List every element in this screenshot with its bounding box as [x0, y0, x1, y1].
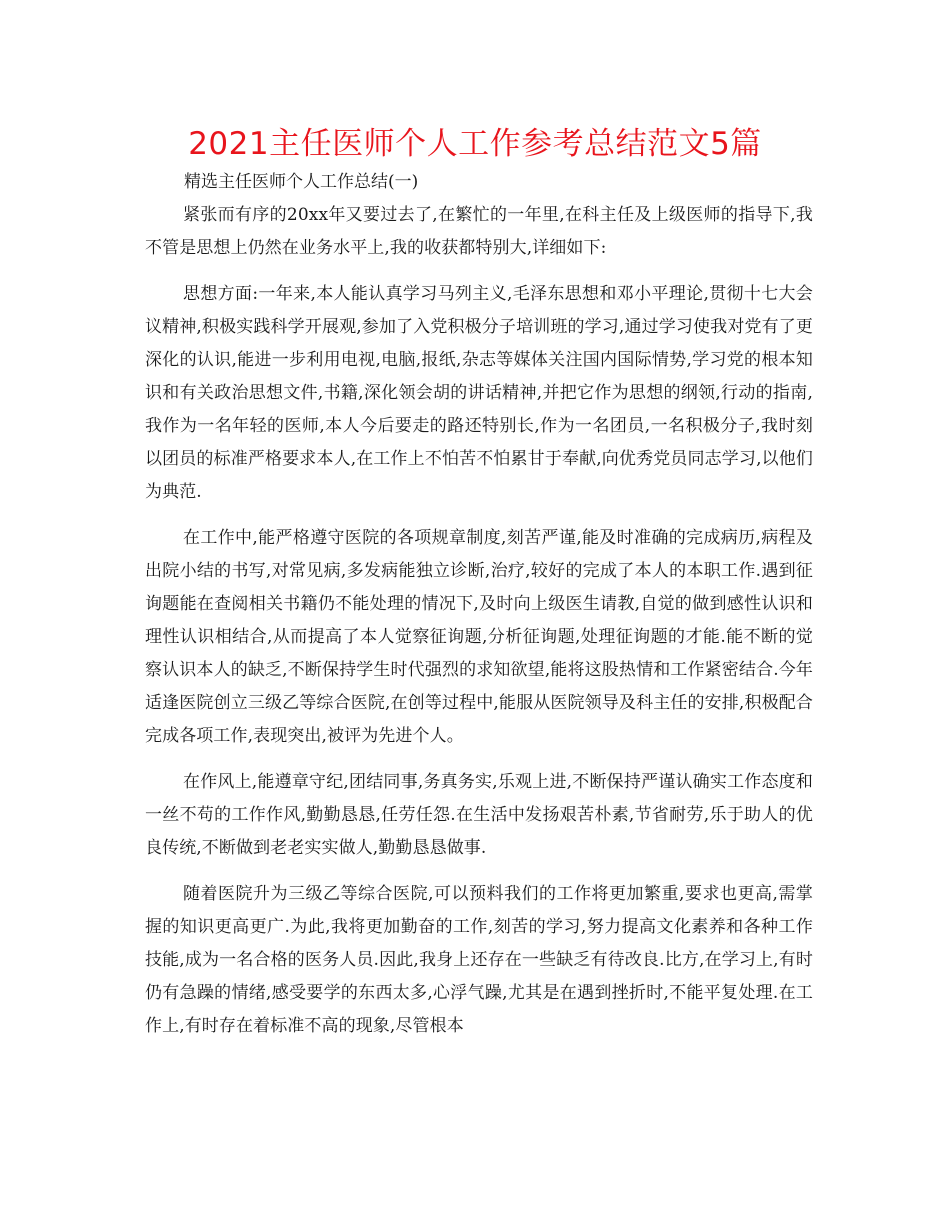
paragraph-thought: 思想方面:一年来,本人能认真学习马列主义,毛泽东思想和邓小平理论,贯彻十七大会议精神,积极实践科学开展观,参加了入党积极分子培训班的学习,通过学习使我对党有了更深化的认识,能进一步利用电视,电脑,报纸,杂志等媒体关注国内国际情势,学习党的根本知识和有关政治思想文件,书籍,深化领会胡的讲话精神,并把它作为思想的纲领,行动的指南,我作为一名年轻的医师,本人今后要走的路还特别长,作为一名团员,一名积极分子,我时刻以团员的标准严格要求本人,在工作上不怕苦不怕累甘于奉献,向优秀党员同志学习,以他们为典范.	[145, 284, 813, 502]
document-title: 2021主任医师个人工作参考总结范文5篇	[188, 126, 762, 162]
paragraph-outlook: 随着医院升为三级乙等综合医院,可以预料我们的工作将更加繁重,要求也更高,需掌握的知识更高更广.为此,我将更加勤奋的工作,刻苦的学习,努力提高文化素养和各种工作技能,成为一名合格的医务人员.因此,我身上还存在一些缺乏有待改良.比方,在学习上,有时仍有急躁的情绪,感受要学的东西太多,心浮气躁,尤其是在遇到挫折时,不能平复处理.在工作上,有时存在着标准不高的现象,尽管根本	[145, 884, 813, 1036]
paragraph-intro: 紧张而有序的20xx年又要过去了,在繁忙的一年里,在科主任及上级医师的指导下,我不管是思想上仍然在业务水平上,我的收获都特别大,详细如下:	[145, 205, 813, 258]
paragraph-style: 在作风上,能遵章守纪,团结同事,务真务实,乐观上进,不断保持严谨认确实工作态度和一丝不苟的工作作风,勤勤恳恳,任劳任怨.在生活中发扬艰苦朴素,节省耐劳,乐于助人的优良传统,不断做到老老实实做人,勤勤恳恳做事.	[145, 772, 813, 858]
document-body	[145, 199, 813, 1056]
paragraph-work: 在工作中,能严格遵守医院的各项规章制度,刻苦严谨,能及时准确的完成病历,病程及出院小结的书写,对常见病,多发病能独立诊断,治疗,较好的完成了本人的本职工作.遇到征询题能在查阅相关书籍仍不能处理的情况下,及时向上级医生请教,自觉的做到感性认识和理性认识相结合,从而提高了本人觉察征询题,分析征询题,处理征询题的才能.能不断的觉察认识本人的缺乏,不断保持学生时代强烈的求知欲望,能将这股热情和工作紧密结合.今年适逢医院创立三级乙等综合医院,在创等过程中,能服从医院领导及科主任的安排,积极配合完成各项工作,表现突出,被评为先进个人。	[145, 528, 813, 746]
section-subtitle: 精选主任医师个人工作总结(一)	[184, 172, 419, 192]
